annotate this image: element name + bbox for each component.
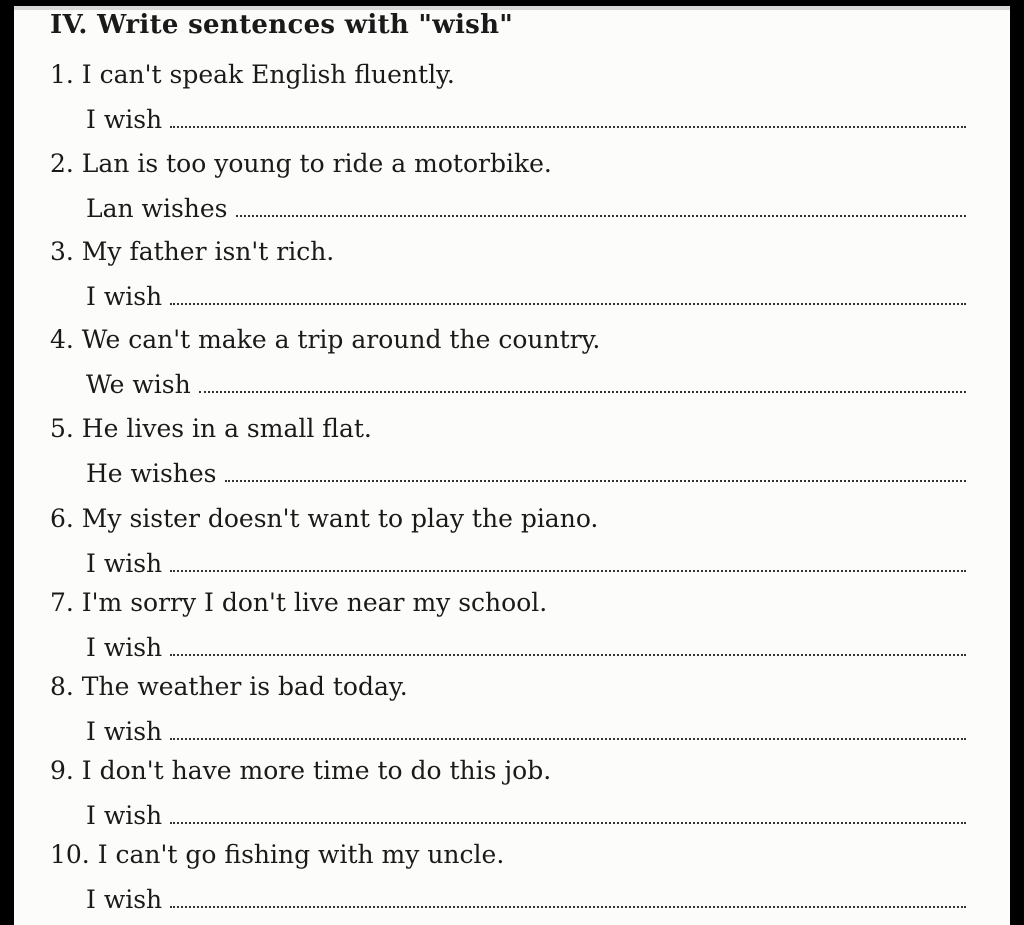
item-prompt: 10. I can't go fishing with my uncle. xyxy=(50,840,505,869)
worksheet-page xyxy=(14,6,1010,925)
item-prompt: 5. He lives in a small flat. xyxy=(50,414,372,443)
answer-row xyxy=(86,367,966,401)
exercise-item-6 xyxy=(14,502,1010,590)
answer-row xyxy=(86,191,966,225)
answer-row xyxy=(86,456,966,490)
exercise-item-1 xyxy=(14,58,1010,146)
answer-blank-line[interactable] xyxy=(170,102,966,128)
exercise-item-7 xyxy=(14,586,1010,674)
answer-row xyxy=(86,279,966,313)
answer-row xyxy=(86,546,966,580)
exercise-item-3 xyxy=(14,235,1010,323)
answer-row xyxy=(86,102,966,136)
answer-start: I wish xyxy=(86,633,163,662)
answer-start: We wish xyxy=(86,370,191,399)
answer-start: I wish xyxy=(86,105,163,134)
answer-blank-line[interactable] xyxy=(236,191,966,217)
answer-blank-line[interactable] xyxy=(170,279,966,305)
answer-start: I wish xyxy=(86,549,163,578)
answer-blank-line[interactable] xyxy=(225,456,967,482)
answer-start: I wish xyxy=(86,801,163,830)
answer-blank-line[interactable] xyxy=(170,882,966,908)
answer-start: I wish xyxy=(86,717,163,746)
answer-blank-line[interactable] xyxy=(170,546,966,572)
answer-row xyxy=(86,714,966,748)
answer-blank-line[interactable] xyxy=(170,714,966,740)
exercise-item-2 xyxy=(14,147,1010,235)
item-prompt: 2. Lan is too young to ride a motorbike. xyxy=(50,149,552,178)
item-prompt: 9. I don't have more time to do this job. xyxy=(50,756,552,785)
item-prompt: 8. The weather is bad today. xyxy=(50,672,408,701)
answer-start: Lan wishes xyxy=(86,194,228,223)
answer-start: He wishes xyxy=(86,459,217,488)
answer-blank-line[interactable] xyxy=(199,367,966,393)
exercise-item-8 xyxy=(14,670,1010,758)
item-prompt: 7. I'm sorry I don't live near my school. xyxy=(50,588,548,617)
exercise-item-10 xyxy=(14,838,1010,925)
answer-start: I wish xyxy=(86,885,163,914)
answer-start: I wish xyxy=(86,282,163,311)
exercise-heading: IV. Write sentences with "wish" xyxy=(50,10,514,40)
exercise-item-9 xyxy=(14,754,1010,842)
item-prompt: 4. We can't make a trip around the country. xyxy=(50,325,601,354)
exercise-item-5 xyxy=(14,412,1010,500)
answer-blank-line[interactable] xyxy=(170,798,966,824)
answer-row xyxy=(86,630,966,664)
item-prompt: 3. My father isn't rich. xyxy=(50,237,335,266)
answer-blank-line[interactable] xyxy=(170,630,966,656)
item-prompt: 6. My sister doesn't want to play the piano. xyxy=(50,504,599,533)
answer-row xyxy=(86,882,966,916)
answer-row xyxy=(86,798,966,832)
item-prompt: 1. I can't speak English fluently. xyxy=(50,60,455,89)
exercise-item-4 xyxy=(14,323,1010,411)
